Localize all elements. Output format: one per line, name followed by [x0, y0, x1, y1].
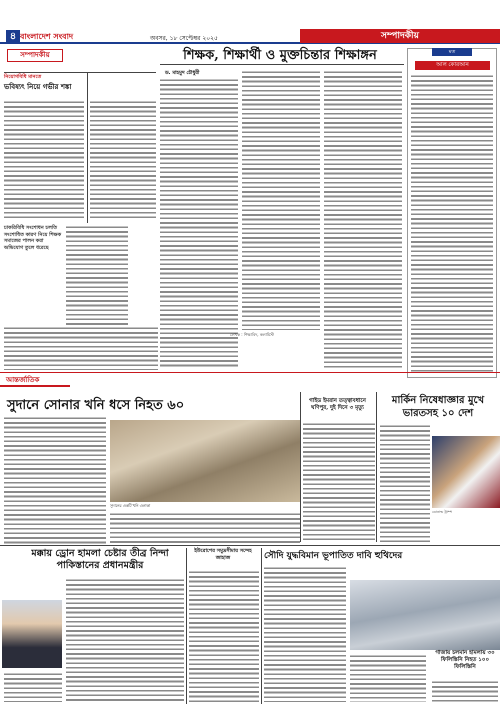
section-banner: সম্পাদকীয় [300, 29, 500, 43]
main-article-headline: শিক্ষক, শিক্ষার্থী ও মুক্তচিন্তার শিক্ষাঙ্গন [183, 48, 377, 63]
paper-name: বাংলাদেশ সংবাদ [20, 31, 74, 41]
saudi-body-text-2 [350, 654, 426, 702]
mecca-body-text [66, 578, 184, 702]
sudan-body-text [4, 416, 106, 544]
sudan-mine-photo [110, 420, 300, 502]
main-article-byline: ড. মাহমুদ চৌধুরী [165, 70, 200, 76]
divider [160, 64, 404, 65]
editorial-body-text-4 [90, 100, 156, 220]
divider [0, 545, 500, 546]
editorial-body-text-3 [4, 326, 158, 370]
gaza-headline: গাজায় চলমান হামলায় ৩০ ফিলিস্তিনি নিহত ১০০ ফিলিস্তিনি [435, 650, 495, 670]
writer-note: লেখক : শিক্ষাবিদ, কলামিস্ট [230, 332, 274, 337]
mecca-drone-headline: মক্কায় ড্রোন হামলা চেষ্টার তীব্র নিন্দা পাকিস্তানের প্রধানমন্ত্রীর [31, 548, 169, 571]
page-number: ৪ [6, 30, 20, 44]
main-article-col-3 [324, 70, 402, 370]
bangla-body-text [303, 422, 375, 542]
ship-body-text [189, 570, 259, 702]
section-divider [0, 372, 500, 373]
fighter-jet-photo [350, 580, 500, 650]
sudan-photo-caption: সুদানের একটি খনি এলাকা [110, 503, 151, 508]
pakistan-pm-photo [2, 600, 62, 668]
divider [87, 73, 88, 223]
trump-photo-caption: ডোনাল্ড ট্রাম্প [432, 510, 452, 514]
divider [186, 548, 187, 704]
us-sanctions-headline: মার্কিন নিষেধাজ্ঞার মুখে ভারতসহ ১০ দেশ [391, 395, 485, 419]
editorial-tag: সম্পাদকীয় [7, 49, 63, 62]
divider [261, 548, 262, 704]
main-article-col-1 [160, 78, 238, 368]
saudi-body-text [264, 566, 346, 702]
trump-photo [432, 436, 500, 508]
bangla-headline: গাইড ইমরান তত্ত্বাবধানে ঘণিপুর, দুই দিনে ৩ মৃত্যু [309, 398, 366, 411]
editorial-pullquote: চাকরিবিধি সংশোধন চলতি সংশোধিত কারণ নিয়ে শিক্ষক সমাজের পালন করা অভিযোগ তুলে ধরেছে [4, 225, 62, 251]
editorial-body-text [4, 100, 84, 220]
editorial-kicker: নিয়োগবিধি মানতে [4, 74, 42, 80]
sudan-headline: সুদানে সোনার খনি ধসে নিহত ৬০ [7, 398, 185, 413]
divider [300, 392, 301, 542]
sudan-body-text-2 [110, 512, 300, 544]
mecca-body-text-2 [4, 672, 62, 702]
column-body-text [411, 74, 493, 372]
ship-headline: ইউরোপের সমুদ্রসীমায় সন্দেহ জাহাজ [194, 548, 252, 561]
us-sanctions-body-text [380, 424, 430, 542]
gaza-body-text [432, 680, 498, 704]
international-tag: আন্তর্জাতিক [0, 374, 70, 387]
editorial-headline: ভবিষ্যৎ নিয়ে গভীর শঙ্কা [4, 82, 72, 91]
column-name: আল কোরআন [415, 61, 490, 70]
divider [4, 72, 156, 73]
date-line: অবসর, ১৮ সেপ্টেম্বর ২০২৫ [150, 35, 218, 42]
column-tag: মত [432, 48, 472, 56]
saudi-jet-headline: সৌদি যুদ্ধবিমান ভূপাতিত দাবি হুথিদের [264, 551, 403, 561]
editorial-body-text-2 [66, 225, 128, 325]
main-article-col-2 [242, 70, 320, 330]
